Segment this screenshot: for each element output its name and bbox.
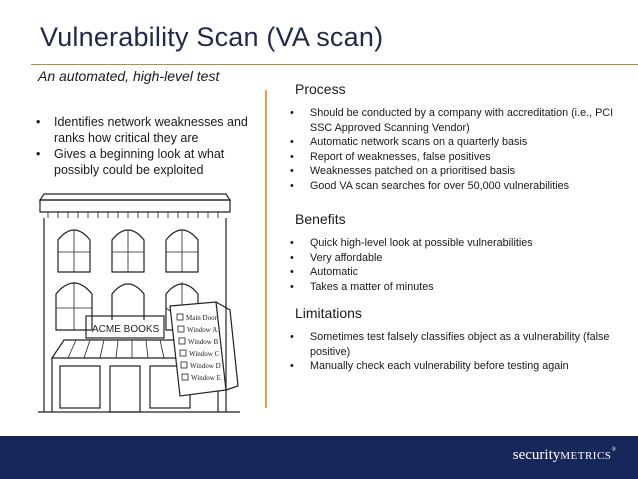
column-divider: [265, 90, 267, 408]
checklist-item: Window C: [189, 350, 220, 358]
checklist-item: Window D: [190, 362, 221, 370]
limitations-heading: Limitations: [295, 305, 362, 321]
process-item: • Weaknesses patched on a prioritised basis: [290, 164, 630, 179]
process-item: • Should be conducted by a company with accreditation (i.e., PCI SSC Approved Scanning Vendor): [290, 106, 630, 135]
left-bullet-item: • Gives a beginning look at what possibly could be exploited: [36, 146, 262, 178]
bookstore-sketch: [30, 190, 248, 422]
process-list: [290, 106, 630, 194]
limitations-list: [290, 330, 630, 374]
limitation-item: • Manually check each vulnerability before testing again: [290, 359, 630, 374]
benefit-item: • Automatic: [290, 265, 630, 280]
process-item: • Automatic network scans on a quarterly basis: [290, 135, 630, 150]
slide-title: Vulnerability Scan (VA scan): [40, 22, 384, 52]
benefits-heading: Benefits: [295, 211, 346, 227]
logo-metrics-text: METRICS: [560, 450, 612, 462]
building-illustration: [30, 190, 248, 422]
benefit-item: • Quick high-level look at possible vulnerabilities: [290, 236, 630, 251]
slide-subtitle: An automated, high-level test: [38, 68, 220, 84]
title-underline: [31, 64, 638, 65]
process-heading: Process: [295, 81, 346, 97]
process-item: • Report of weaknesses, false positives: [290, 150, 630, 165]
process-item: • Good VA scan searches for over 50,000 vulnerabilities: [290, 179, 630, 194]
checklist-item: Window B: [188, 338, 219, 346]
benefits-list: [290, 236, 630, 294]
checklist-item: Window A: [187, 326, 218, 334]
left-bullet-list: [36, 114, 262, 178]
left-bullet-item: • Identifies network weaknesses and ranks how critical they are: [36, 114, 262, 146]
logo-registered-mark: ®: [611, 447, 616, 453]
sign-text: ACME BOOKS: [92, 324, 160, 335]
checklist-item: Window E: [191, 374, 221, 382]
limitation-item: • Sometimes test falsely classifies object as a vulnerability (false positive): [290, 330, 630, 359]
benefit-item: • Very affordable: [290, 251, 630, 266]
logo-security-text: security: [512, 447, 561, 463]
securitymetrics-logo: [513, 447, 616, 464]
checklist-item: Main Door: [186, 314, 217, 322]
benefit-item: • Takes a matter of minutes: [290, 280, 630, 295]
